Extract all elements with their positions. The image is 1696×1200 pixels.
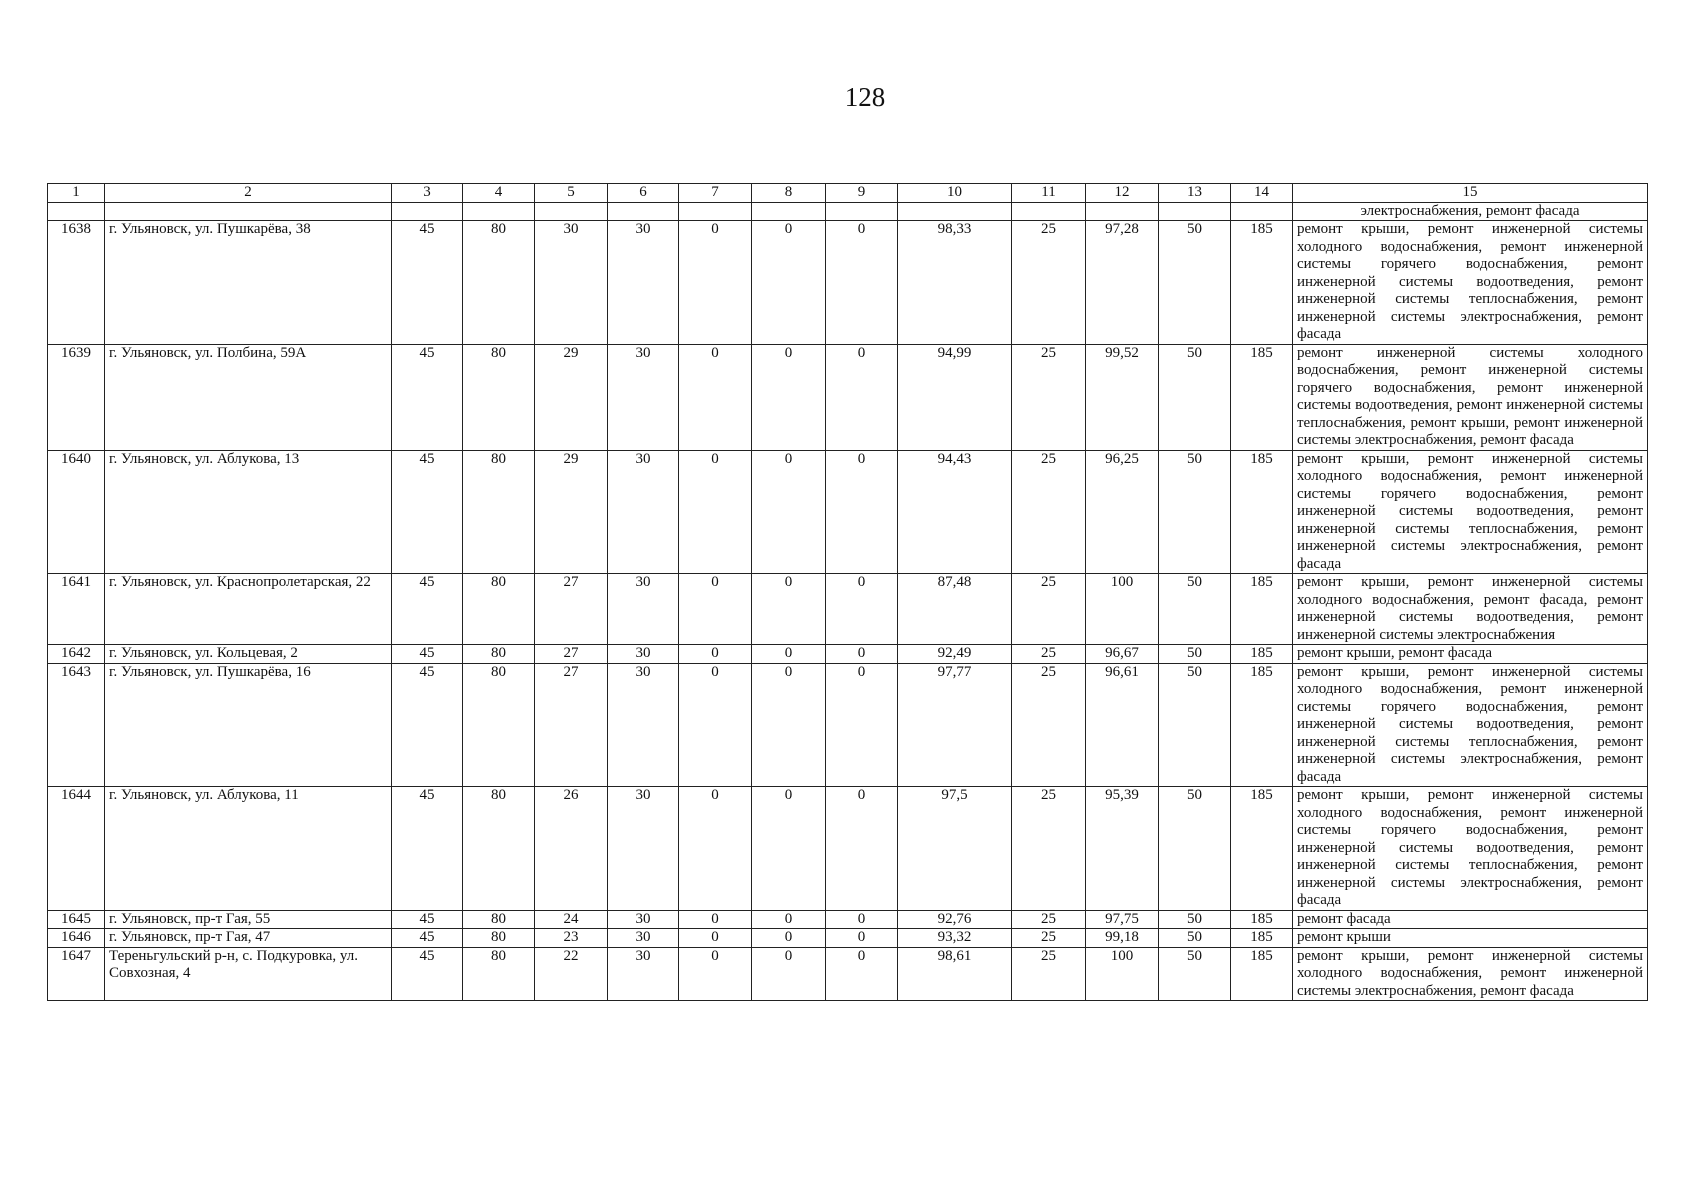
col-9-value: 0 [826, 787, 898, 911]
col-4-value: 80 [463, 221, 535, 345]
col-6-value: 30 [608, 663, 679, 787]
col-3-value: 45 [392, 221, 463, 345]
col-14-value: 185 [1231, 574, 1293, 645]
col-12-value: 96,25 [1086, 450, 1159, 574]
col-5-value: 29 [535, 450, 608, 574]
col-10-value: 97,5 [898, 787, 1012, 911]
col-3-value: 45 [392, 645, 463, 664]
repair-works: ремонт крыши, ремонт инженерной системы холодного водоснабжения, ремонт фасада, ремонт инженерной системы водоотведения, ремонт инженерной системы электроснабжения [1293, 574, 1648, 645]
col-8-value: 0 [752, 344, 826, 450]
column-header: 11 [1012, 184, 1086, 203]
row-number: 1638 [48, 221, 105, 345]
col-8-value: 0 [752, 574, 826, 645]
repair-works: ремонт фасада [1293, 910, 1648, 929]
column-header: 6 [608, 184, 679, 203]
row-number: 1639 [48, 344, 105, 450]
col-4-value: 80 [463, 910, 535, 929]
col-8-value: 0 [752, 221, 826, 345]
col-8-value: 0 [752, 910, 826, 929]
col-11-value: 25 [1012, 787, 1086, 911]
col-7-value: 0 [679, 787, 752, 911]
column-header: 4 [463, 184, 535, 203]
repair-works: ремонт крыши, ремонт инженерной системы холодного водоснабжения, ремонт инженерной системы горячего водоснабжения, ремонт инженерной системы водоотведения, ремонт инженерной системы теплоснабжения, ремонт инженерной системы электроснабжения, ремонт фасада [1293, 663, 1648, 787]
repair-works: ремонт крыши, ремонт инженерной системы холодного водоснабжения, ремонт инженерной системы горячего водоснабжения, ремонт инженерной системы водоотведения, ремонт инженерной системы теплоснабжения, ремонт инженерной системы электроснабжения, ремонт фасада [1293, 450, 1648, 574]
col-14-value: 185 [1231, 645, 1293, 664]
column-header: 9 [826, 184, 898, 203]
address: г. Ульяновск, ул. Пушкарёва, 38 [105, 221, 392, 345]
col-13-value: 50 [1159, 929, 1231, 948]
col-4-value: 80 [463, 787, 535, 911]
col-9-value: 0 [826, 645, 898, 664]
col-13-value: 50 [1159, 947, 1231, 1001]
col-14-value: 185 [1231, 910, 1293, 929]
col-5-value: 24 [535, 910, 608, 929]
col-12-value: 97,28 [1086, 221, 1159, 345]
col-10-value: 98,33 [898, 221, 1012, 345]
table-row [48, 910, 1648, 929]
col-6-value: 30 [608, 344, 679, 450]
row-number: 1642 [48, 645, 105, 664]
col-11-value: 25 [1012, 344, 1086, 450]
col-9-value: 0 [826, 929, 898, 948]
col-5-value: 27 [535, 645, 608, 664]
page-number: 128 [844, 82, 886, 112]
col-11-value: 25 [1012, 221, 1086, 345]
col-8-value: 0 [752, 663, 826, 787]
col-10-value: 87,48 [898, 574, 1012, 645]
col-11-value: 25 [1012, 947, 1086, 1001]
repair-works: ремонт инженерной системы холодного водоснабжения, ремонт инженерной системы горячего водоснабжения, ремонт инженерной системы водоотведения, ремонт инженерной системы теплоснабжения, ремонт крыши, ремонт инженерной системы электроснабжения, ремонт фасада [1293, 344, 1648, 450]
col-5-value: 30 [535, 221, 608, 345]
col-5-value: 29 [535, 344, 608, 450]
col-8-value: 0 [752, 787, 826, 911]
col-7-value: 0 [679, 574, 752, 645]
col-6-value: 30 [608, 574, 679, 645]
col-13-value: 50 [1159, 910, 1231, 929]
col-10-value: 98,61 [898, 947, 1012, 1001]
col-14-value: 185 [1231, 450, 1293, 574]
col-14-value: 185 [1231, 344, 1293, 450]
col-7-value: 0 [679, 929, 752, 948]
col-12-value: 99,18 [1086, 929, 1159, 948]
col-3-value: 45 [392, 663, 463, 787]
table-row [48, 929, 1648, 948]
col-10-value: 92,76 [898, 910, 1012, 929]
col-7-value: 0 [679, 645, 752, 664]
col-11-value: 25 [1012, 574, 1086, 645]
col-10-value: 94,99 [898, 344, 1012, 450]
col-13-value: 50 [1159, 574, 1231, 645]
column-header: 15 [1293, 184, 1648, 203]
column-header: 8 [752, 184, 826, 203]
repair-works: ремонт крыши [1293, 929, 1648, 948]
col-8-value: 0 [752, 645, 826, 664]
col-7-value: 0 [679, 450, 752, 574]
repair-works: ремонт крыши, ремонт фасада [1293, 645, 1648, 664]
col-9-value: 0 [826, 221, 898, 345]
col-3-value: 45 [392, 450, 463, 574]
col-11-value: 25 [1012, 450, 1086, 574]
col-9-value: 0 [826, 663, 898, 787]
col-6-value: 30 [608, 787, 679, 911]
table-row [48, 663, 1648, 787]
table-row [48, 947, 1648, 1001]
col-5-value: 23 [535, 929, 608, 948]
table-row [48, 574, 1648, 645]
col-6-value: 30 [608, 947, 679, 1001]
col-13-value: 50 [1159, 344, 1231, 450]
col-9-value: 0 [826, 910, 898, 929]
address: г. Ульяновск, ул. Кольцевая, 2 [105, 645, 392, 664]
col-13-value: 50 [1159, 450, 1231, 574]
address: г. Ульяновск, пр-т Гая, 47 [105, 929, 392, 948]
col-12-value: 95,39 [1086, 787, 1159, 911]
col-4-value: 80 [463, 929, 535, 948]
col-12-value: 96,61 [1086, 663, 1159, 787]
col-4-value: 80 [463, 344, 535, 450]
row-number: 1644 [48, 787, 105, 911]
repair-works: ремонт крыши, ремонт инженерной системы холодного водоснабжения, ремонт инженерной системы электроснабжения, ремонт фасада [1293, 947, 1648, 1001]
address: г. Ульяновск, ул. Аблукова, 11 [105, 787, 392, 911]
col-14-value: 185 [1231, 221, 1293, 345]
col-4-value: 80 [463, 450, 535, 574]
col-5-value: 27 [535, 663, 608, 787]
table-row [48, 787, 1648, 911]
address: г. Ульяновск, ул. Полбина, 59А [105, 344, 392, 450]
col-5-value: 27 [535, 574, 608, 645]
row-number: 1646 [48, 929, 105, 948]
col-14-value: 185 [1231, 929, 1293, 948]
row-number: 1643 [48, 663, 105, 787]
col-14-value: 185 [1231, 947, 1293, 1001]
repair-works: ремонт крыши, ремонт инженерной системы холодного водоснабжения, ремонт инженерной системы горячего водоснабжения, ремонт инженерной системы водоотведения, ремонт инженерной системы теплоснабжения, ремонт инженерной системы электроснабжения, ремонт фасада [1293, 787, 1648, 911]
table-row [48, 344, 1648, 450]
col-6-value: 30 [608, 910, 679, 929]
column-header: 14 [1231, 184, 1293, 203]
column-header: 5 [535, 184, 608, 203]
col-12-value: 96,67 [1086, 645, 1159, 664]
column-number-row [48, 184, 1648, 203]
col-11-value: 25 [1012, 645, 1086, 664]
col-7-value: 0 [679, 663, 752, 787]
col-3-value: 45 [392, 929, 463, 948]
col-10-value: 92,49 [898, 645, 1012, 664]
col-3-value: 45 [392, 910, 463, 929]
address: г. Ульяновск, ул. Краснопролетарская, 22 [105, 574, 392, 645]
col-3-value: 45 [392, 574, 463, 645]
row-number: 1645 [48, 910, 105, 929]
col-10-value: 93,32 [898, 929, 1012, 948]
col-4-value: 80 [463, 574, 535, 645]
address: Тереньгульский р-н, с. Подкуровка, ул. Совхозная, 4 [105, 947, 392, 1001]
col-3-value: 45 [392, 344, 463, 450]
col-6-value: 30 [608, 929, 679, 948]
col-10-value: 97,77 [898, 663, 1012, 787]
row-number: 1647 [48, 947, 105, 1001]
col-7-value: 0 [679, 221, 752, 345]
row-number: 1640 [48, 450, 105, 574]
column-header: 7 [679, 184, 752, 203]
col-5-value: 26 [535, 787, 608, 911]
continuation-text: электроснабжения, ремонт фасада [1293, 202, 1648, 221]
table-row [48, 450, 1648, 574]
col-4-value: 80 [463, 947, 535, 1001]
address: г. Ульяновск, ул. Аблукова, 13 [105, 450, 392, 574]
column-header: 13 [1159, 184, 1231, 203]
column-header: 2 [105, 184, 392, 203]
col-7-value: 0 [679, 947, 752, 1001]
col-13-value: 50 [1159, 221, 1231, 345]
col-6-value: 30 [608, 221, 679, 345]
col-13-value: 50 [1159, 787, 1231, 911]
col-9-value: 0 [826, 574, 898, 645]
column-header: 10 [898, 184, 1012, 203]
col-8-value: 0 [752, 450, 826, 574]
col-12-value: 97,75 [1086, 910, 1159, 929]
col-14-value: 185 [1231, 787, 1293, 911]
col-7-value: 0 [679, 910, 752, 929]
column-header: 3 [392, 184, 463, 203]
table-row [48, 221, 1648, 345]
col-7-value: 0 [679, 344, 752, 450]
col-12-value: 99,52 [1086, 344, 1159, 450]
col-13-value: 50 [1159, 663, 1231, 787]
continuation-row [48, 202, 1648, 221]
col-6-value: 30 [608, 450, 679, 574]
col-4-value: 80 [463, 663, 535, 787]
col-8-value: 0 [752, 929, 826, 948]
col-11-value: 25 [1012, 929, 1086, 948]
address: г. Ульяновск, ул. Пушкарёва, 16 [105, 663, 392, 787]
column-header: 12 [1086, 184, 1159, 203]
col-11-value: 25 [1012, 910, 1086, 929]
col-3-value: 45 [392, 947, 463, 1001]
col-13-value: 50 [1159, 645, 1231, 664]
col-3-value: 45 [392, 787, 463, 911]
repair-works: ремонт крыши, ремонт инженерной системы холодного водоснабжения, ремонт инженерной системы горячего водоснабжения, ремонт инженерной системы водоотведения, ремонт инженерной системы теплоснабжения, ремонт инженерной системы электроснабжения, ремонт фасада [1293, 221, 1648, 345]
col-8-value: 0 [752, 947, 826, 1001]
column-header: 1 [48, 184, 105, 203]
col-12-value: 100 [1086, 574, 1159, 645]
row-number: 1641 [48, 574, 105, 645]
col-14-value: 185 [1231, 663, 1293, 787]
table-row [48, 645, 1648, 664]
col-4-value: 80 [463, 645, 535, 664]
col-12-value: 100 [1086, 947, 1159, 1001]
col-9-value: 0 [826, 344, 898, 450]
col-5-value: 22 [535, 947, 608, 1001]
col-9-value: 0 [826, 947, 898, 1001]
repair-register-table [47, 183, 1648, 1001]
col-10-value: 94,43 [898, 450, 1012, 574]
col-11-value: 25 [1012, 663, 1086, 787]
col-9-value: 0 [826, 450, 898, 574]
col-6-value: 30 [608, 645, 679, 664]
address: г. Ульяновск, пр-т Гая, 55 [105, 910, 392, 929]
